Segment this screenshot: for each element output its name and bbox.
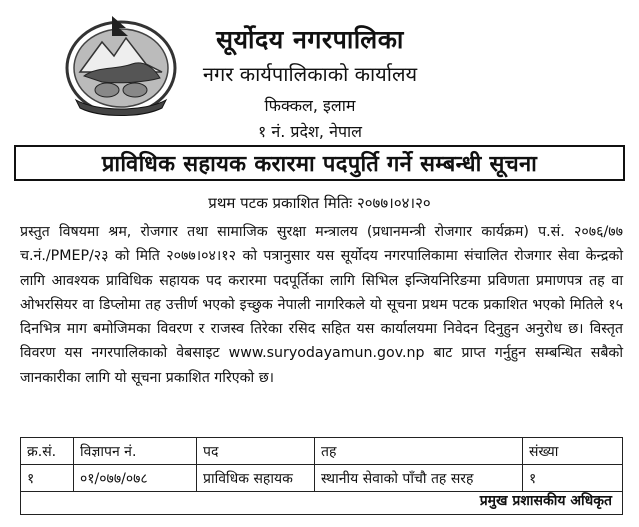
vacancy-table <box>20 437 623 492</box>
header-serial: क्र.सं. <box>21 438 74 465</box>
cell-post: प्राविधिक सहायक <box>197 465 315 492</box>
cell-advertisement-no: ०१/०७७/०७८ <box>74 465 197 492</box>
header-post: पद <box>197 438 315 465</box>
table-row <box>21 465 623 492</box>
cell-level: स्थानीय सेवाको पाँचौ तह सरह <box>315 465 523 492</box>
office-name: नगर कार्यपालिकाको कार्यालय <box>202 62 418 86</box>
cell-count: १ <box>523 465 623 492</box>
notice-title-box <box>14 145 625 181</box>
header-level: तह <box>315 438 523 465</box>
published-date: प्रथम पटक प्रकाशित मितिः २०७७।०४।२० <box>208 194 431 212</box>
header-count: संख्या <box>523 438 623 465</box>
cell-serial: १ <box>21 465 74 492</box>
notice-title: प्राविधिक सहायक करारमा पदपुर्ति गर्ने सम्बन्धी सूचना <box>101 152 538 177</box>
signatory: प्रमुख प्रशासकीय अधिकृत <box>20 489 623 515</box>
header-advertisement-no: विज्ञापन नं. <box>74 438 197 465</box>
organization-name: सूर्योदय नगरपालिका <box>216 25 404 54</box>
table-header-row <box>21 438 623 465</box>
address-line-2: १ नं. प्रदेश, नेपाल <box>257 122 363 141</box>
notice-body <box>20 220 623 390</box>
address-line-1: फिक्कल, इलाम <box>264 96 356 115</box>
notice-body-text: प्रस्तुत विषयमा श्रम, रोजगार तथा सामाजिक सुरक्षा मन्त्रालय (प्रधानमन्त्री रोजगार कार्यक्रम) प.सं. २०७६/७७ च.नं./PMEP/२३ को मिति २०७७।०४।१२ को पत्रानुसार यस सूर्योदय नगरपालिकामा संचालित रोजगार सेवा केन्द्रको लागि आवश्यक प्राविधिक सहायक पद करारमा पदपूर्तिका लागि सिभिल इन्जियनिरिङमा प्रविणता प्रमाणपत्र तह वा ओभरसियर वा डिप्लोमा तह उत्तीर्ण भएको इच्छुक नेपाली नागरिकले यो सूचना प्रथम पटक प्रकाशित भएको मितिले १५ दिनभित्र माग बमोजिमका विवरण र राजस्व तिरेका रसिद सहित यस कार्यालयमा निवेदन दिनुहुन अनुरोध छ। विस्तृत विवरण यस नगरपालिकाको वेबसाइट www.suryodayamun.gov.np बाट प्राप्त गर्नुहुन सम्बन्धित सबैको जानकारीका लागि यो सूचना प्रकाशित गरिएको छ। <box>20 224 623 386</box>
